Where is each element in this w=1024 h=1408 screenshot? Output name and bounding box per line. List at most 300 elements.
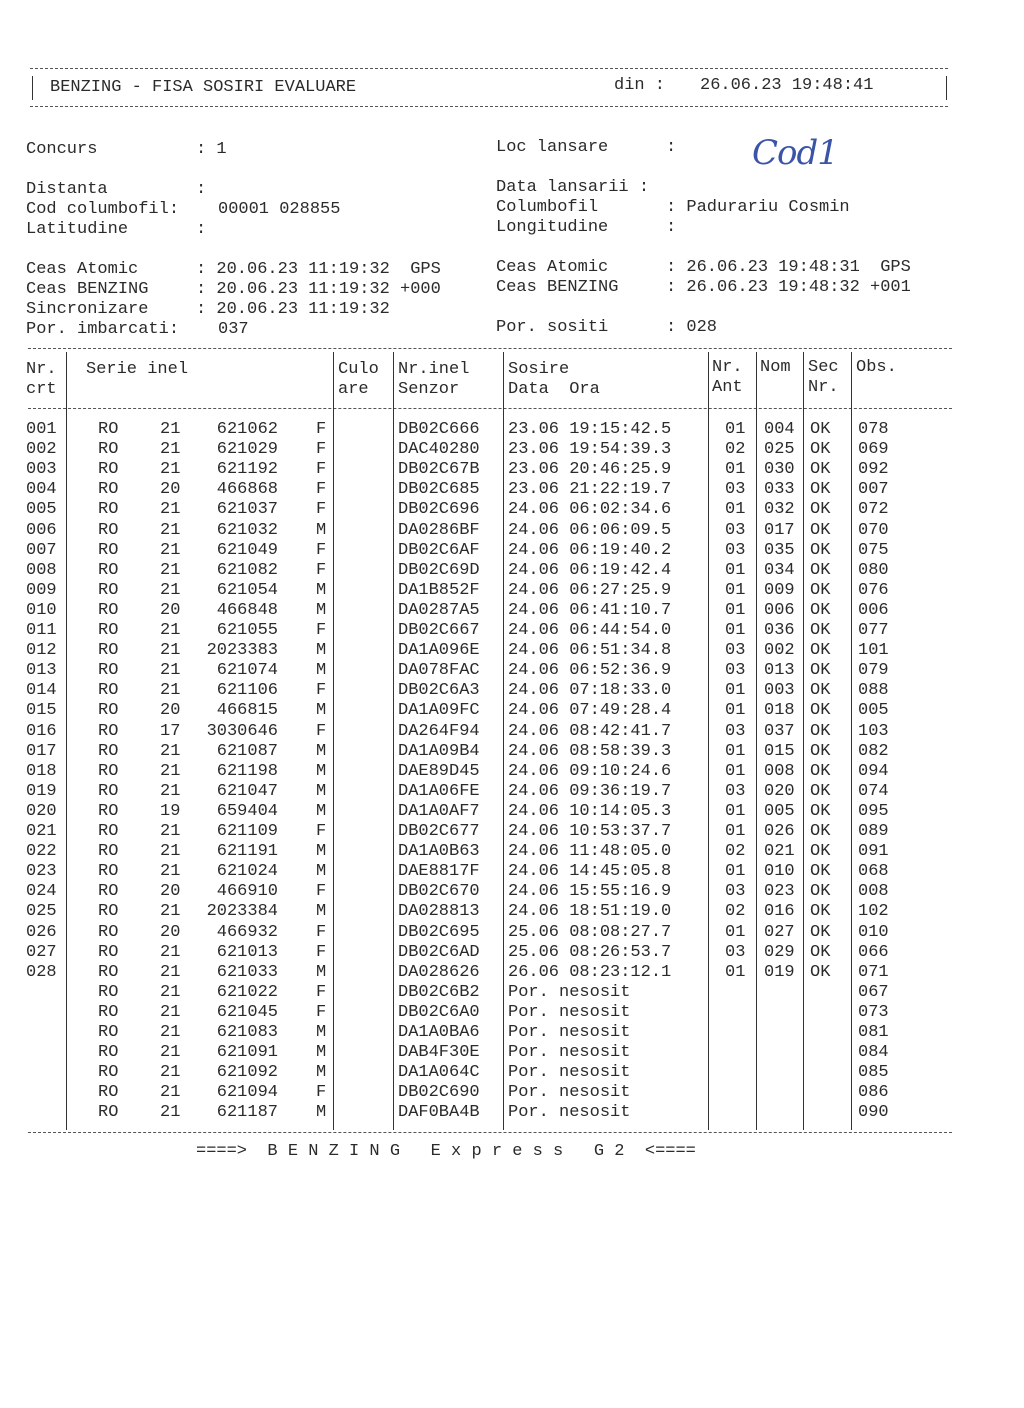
cell-sensor: DB02C69D [398,560,480,580]
cell-year: 21 [160,842,181,862]
cell-arrival: 24.06 14:45:05.8 [508,862,672,882]
cell-antenna: 01 [725,761,746,781]
cell-year: 21 [160,761,181,781]
cell-arrival: 26.06 08:23:12.1 [508,962,672,982]
din-label: din : [614,76,666,95]
cell-obs: 071 [858,962,889,982]
cell-year: 21 [160,520,181,540]
header-culo: Culo [338,360,379,379]
cell-nom: 037 [764,721,795,741]
cell-country: RO [98,641,119,661]
cell-year: 21 [160,1043,181,1063]
cell-nr-crt: 016 [26,721,57,741]
cell-arrival: 24.06 10:14:05.3 [508,801,672,821]
cell-arrival: 24.06 10:53:37.7 [508,822,672,841]
cell-arrival: 24.06 09:10:24.6 [508,761,672,781]
cell-year: 21 [160,862,181,882]
header-sec: Sec [808,358,839,377]
latitudine-label: Latitudine [26,220,129,239]
cell-sensor: DB02C6AD [398,942,480,962]
cell-year: 20 [160,882,181,902]
cell-ring-number: 621055 [216,621,278,640]
cell-sensor: DA028626 [398,962,480,982]
cell-country: RO [98,982,119,1002]
cell-antenna: 03 [725,480,746,500]
cell-arrival: 24.06 06:02:34.6 [508,500,672,520]
cell-year: 21 [160,661,181,681]
cell-nr-crt: 022 [26,842,57,862]
cell-year: 20 [160,600,181,620]
cell-nr-crt: 026 [26,922,57,942]
table-row [0,480,1024,500]
cell-obs: 101 [858,641,889,661]
cell-country: RO [98,1002,119,1022]
cell-sec: OK [810,701,831,721]
cell-arrival: 24.06 06:19:40.2 [508,540,672,560]
cell-ring-number: 621074 [216,661,278,681]
cell-obs: 010 [858,922,889,942]
cell-sec: OK [810,801,831,821]
cell-nom: 015 [764,741,795,761]
cell-antenna: 01 [725,560,746,580]
table-row [0,722,1024,742]
cell-obs: 066 [858,942,889,962]
header-sosire: Sosire [508,360,570,379]
cell-nom: 018 [764,701,795,721]
cell-country: RO [98,1103,119,1123]
cell-nom: 009 [764,580,795,600]
cell-nom: 026 [764,822,795,841]
cell-arrival: 24.06 09:36:19.7 [508,781,672,801]
cell-arrival: 24.06 18:51:19.0 [508,902,672,922]
footer-banner: ====> B E N Z I N G E x p r e s s G 2 <==== [196,1142,696,1161]
table-row [0,1063,1024,1083]
cell-arrival: 24.06 06:52:36.9 [508,661,672,681]
cell-arrival: Por. nesosit [508,1023,631,1042]
cell-nr-crt: 025 [26,902,57,922]
cell-country: RO [98,781,119,801]
cell-arrival: 23.06 19:54:39.3 [508,440,672,460]
cell-ring-number: 621082 [216,560,278,580]
cell-sec: OK [810,902,831,922]
cell-antenna: 01 [725,922,746,942]
cell-nom: 021 [764,842,795,862]
cell-year: 21 [160,621,181,640]
cell-nom: 034 [764,560,795,580]
cell-obs: 102 [858,902,889,922]
cell-obs: 076 [858,580,889,600]
cell-nom: 023 [764,882,795,902]
loc-lansare-label: Loc lansare [496,138,609,157]
cell-antenna: 01 [725,962,746,982]
cell-sex: M [316,1023,327,1042]
cell-sensor: DAF0BA4B [398,1103,480,1123]
cell-sensor: DA1A0B63 [398,842,480,862]
cell-arrival: 24.06 06:41:10.7 [508,600,672,620]
cell-sex: F [316,681,327,701]
cell-nr-crt: 021 [26,822,57,841]
cell-year: 20 [160,480,181,500]
cell-ring-number: 621191 [216,842,278,862]
cell-arrival: 24.06 06:44:54.0 [508,621,672,640]
header-left-border [32,76,33,100]
cell-nr-crt: 014 [26,681,57,701]
cell-ring-number: 659404 [216,801,278,821]
header-crt: crt [26,380,57,399]
cell-year: 21 [160,962,181,982]
cell-sex: M [316,862,327,882]
cell-country: RO [98,621,119,640]
cell-country: RO [98,440,119,460]
ceas-atomic-start-value: : 20.06.23 11:19:32 GPS [196,260,441,279]
cell-year: 17 [160,721,181,741]
cell-country: RO [98,1043,119,1063]
cell-sex: M [316,600,327,620]
ceas-benzing-start-label: Ceas BENZING [26,280,149,299]
cell-sec: OK [810,862,831,882]
table-row [0,1023,1024,1043]
cell-ring-number: 621106 [216,681,278,701]
cell-country: RO [98,862,119,882]
ceas-atomic-end-label: Ceas Atomic [496,258,609,277]
cell-nr-crt: 015 [26,701,57,721]
cell-ring-number: 621013 [216,942,278,962]
cell-nom: 032 [764,500,795,520]
cell-country: RO [98,580,119,600]
cell-sec: OK [810,460,831,480]
cell-nom: 027 [764,922,795,942]
cell-nr-crt: 002 [26,440,57,460]
cell-nr-crt: 023 [26,862,57,882]
table-row [0,440,1024,460]
header-nr: Nr. [26,360,57,379]
cell-ring-number: 3030646 [206,721,278,741]
cell-obs: 078 [858,420,889,439]
cell-country: RO [98,922,119,942]
cell-arrival: 24.06 06:27:25.9 [508,580,672,600]
cell-sec: OK [810,480,831,500]
cell-sex: F [316,621,327,640]
cell-country: RO [98,962,119,982]
cell-antenna: 03 [725,942,746,962]
cell-sensor: DA1A064C [398,1063,480,1083]
cell-sex: F [316,721,327,741]
por-sositi-label: Por. sositi [496,318,609,337]
cell-ring-number: 466868 [216,480,278,500]
cell-country: RO [98,1063,119,1083]
cell-sex: M [316,520,327,540]
cell-ring-number: 621187 [216,1103,278,1123]
header-top-border [30,68,948,69]
table-row [0,762,1024,782]
cell-sensor: DB02C695 [398,922,480,942]
cell-sensor: DB02C6B2 [398,982,480,1002]
cell-sensor: DA264F94 [398,721,480,741]
cell-sex: M [316,580,327,600]
cell-country: RO [98,801,119,821]
cell-sensor: DAB4F30E [398,1043,480,1063]
cell-obs: 092 [858,460,889,480]
cell-antenna: 01 [725,420,746,439]
cell-arrival: 23.06 20:46:25.9 [508,460,672,480]
table-row [0,661,1024,681]
cell-obs: 089 [858,822,889,841]
cell-sec: OK [810,621,831,640]
header-nr-ant: Nr. [712,358,743,377]
cell-sex: F [316,540,327,560]
cell-year: 21 [160,781,181,801]
header-are: are [338,380,369,399]
cell-arrival: 24.06 07:18:33.0 [508,681,672,701]
cell-year: 21 [160,540,181,560]
table-row [0,983,1024,1003]
cell-year: 21 [160,1063,181,1083]
cell-sec: OK [810,600,831,620]
header-ant: Ant [712,378,743,397]
cell-antenna: 01 [725,580,746,600]
cell-nom: 030 [764,460,795,480]
cell-sensor: DB02C667 [398,621,480,640]
cell-obs: 081 [858,1023,889,1042]
cell-country: RO [98,741,119,761]
cell-obs: 080 [858,560,889,580]
cell-sensor: DA0287A5 [398,600,480,620]
cell-country: RO [98,560,119,580]
cell-sensor: DB02C685 [398,480,480,500]
cell-sex: M [316,902,327,922]
cell-year: 21 [160,1023,181,1042]
header-nom: Nom [760,358,791,377]
header-senzor: Senzor [398,380,460,399]
cell-obs: 005 [858,701,889,721]
cell-sec: OK [810,520,831,540]
cell-country: RO [98,822,119,841]
cell-sex: F [316,922,327,942]
cell-sensor: DAE89D45 [398,761,480,781]
cell-nom: 013 [764,661,795,681]
longitudine-label: Longitudine [496,218,609,237]
cell-obs: 091 [858,842,889,862]
cell-ring-number: 621024 [216,862,278,882]
cell-nr-crt: 013 [26,661,57,681]
cell-year: 21 [160,741,181,761]
table-row [0,742,1024,762]
cell-country: RO [98,902,119,922]
cell-sensor: DB02C67B [398,460,480,480]
table-bottom-rule [28,1132,952,1133]
cell-year: 21 [160,580,181,600]
cell-sec: OK [810,922,831,942]
cell-sex: F [316,420,327,439]
cell-country: RO [98,761,119,781]
cell-antenna: 03 [725,882,746,902]
cell-nr-crt: 001 [26,420,57,439]
table-row [0,923,1024,943]
cell-sensor: DA1A0AF7 [398,801,480,821]
cell-antenna: 01 [725,460,746,480]
cell-ring-number: 466848 [216,600,278,620]
cell-ring-number: 621192 [216,460,278,480]
cell-sec: OK [810,560,831,580]
cell-arrival: 24.06 08:42:41.7 [508,721,672,741]
cell-year: 21 [160,460,181,480]
cell-antenna: 01 [725,741,746,761]
table-row [0,681,1024,701]
ceas-atomic-start-label: Ceas Atomic [26,260,139,279]
cell-arrival: 24.06 15:55:16.9 [508,882,672,902]
por-imbarcati-value: 037 [218,320,249,339]
cell-ring-number: 621049 [216,540,278,560]
table-row [0,1003,1024,1023]
cell-ring-number: 621094 [216,1083,278,1103]
table-row [0,902,1024,922]
cell-year: 21 [160,822,181,841]
table-row [0,541,1024,561]
cell-sec: OK [810,440,831,460]
cell-antenna: 03 [725,641,746,661]
header-right-border [946,76,947,100]
por-imbarcati-label: Por. imbarcati: [26,320,180,339]
cell-sec: OK [810,721,831,741]
cell-country: RO [98,721,119,741]
cell-sensor: DA078FAC [398,661,480,681]
table-row [0,782,1024,802]
cell-ring-number: 621029 [216,440,278,460]
cell-nr-crt: 027 [26,942,57,962]
cell-antenna: 01 [725,500,746,520]
data-lansarii-label: Data lansarii : [496,178,650,197]
cell-year: 21 [160,681,181,701]
cell-sensor: DA1B852F [398,580,480,600]
table-row [0,701,1024,721]
cell-arrival: Por. nesosit [508,1063,631,1083]
ceas-benzing-start-value: : 20.06.23 11:19:32 +000 [196,280,441,299]
cell-sex: M [316,962,327,982]
cell-sec: OK [810,882,831,902]
table-row [0,822,1024,842]
cell-ring-number: 621083 [216,1023,278,1042]
cell-obs: 069 [858,440,889,460]
cell-year: 19 [160,801,181,821]
columbofil-label: Columbofil [496,198,599,217]
table-row [0,460,1024,480]
cell-ring-number: 621037 [216,500,278,520]
table-row [0,1043,1024,1063]
ceas-benzing-end-label: Ceas BENZING [496,278,619,297]
cell-obs: 079 [858,661,889,681]
cell-obs: 103 [858,721,889,741]
cell-year: 21 [160,942,181,962]
cell-country: RO [98,842,119,862]
cell-sensor: DB02C670 [398,882,480,902]
cell-year: 21 [160,500,181,520]
cell-arrival: 23.06 21:22:19.7 [508,480,672,500]
cell-ring-number: 621032 [216,520,278,540]
cell-obs: 074 [858,781,889,801]
cell-nom: 020 [764,781,795,801]
cell-ring-number: 621033 [216,962,278,982]
cell-nr-crt: 019 [26,781,57,801]
cell-country: RO [98,1083,119,1103]
cell-sensor: DA1A09FC [398,701,480,721]
header-obs: Obs. [856,358,897,377]
cell-nr-crt: 020 [26,801,57,821]
cell-year: 20 [160,701,181,721]
cell-arrival: 24.06 06:19:42.4 [508,560,672,580]
cell-obs: 070 [858,520,889,540]
cell-sex: F [316,982,327,1002]
cell-country: RO [98,420,119,439]
cell-sec: OK [810,741,831,761]
cell-sex: M [316,701,327,721]
cell-ring-number: 621047 [216,781,278,801]
table-row [0,802,1024,822]
loc-lansare-sep: : [666,138,677,157]
cell-obs: 082 [858,741,889,761]
cell-arrival: 24.06 11:48:05.0 [508,842,672,862]
table-row [0,862,1024,882]
cell-arrival: Por. nesosit [508,1043,631,1063]
cell-antenna: 03 [725,540,746,560]
cell-sec: OK [810,540,831,560]
cell-antenna: 01 [725,681,746,701]
cell-antenna: 01 [725,801,746,821]
cell-obs: 006 [858,600,889,620]
cell-ring-number: 621091 [216,1043,278,1063]
cell-sex: F [316,440,327,460]
header-sec-nr: Nr. [808,378,839,397]
cell-sex: F [316,500,327,520]
cell-sensor: DA028813 [398,902,480,922]
cell-sec: OK [810,580,831,600]
cell-obs: 088 [858,681,889,701]
cell-nom: 033 [764,480,795,500]
print-datetime: 26.06.23 19:48:41 [700,76,874,95]
cell-nom: 005 [764,801,795,821]
cell-obs: 095 [858,801,889,821]
cell-ring-number: 621022 [216,982,278,1002]
table-row [0,561,1024,581]
cell-obs: 077 [858,621,889,640]
table-top-rule [28,348,952,349]
cell-year: 21 [160,641,181,661]
cell-sex: M [316,1103,327,1123]
table-row [0,1103,1024,1123]
cell-ring-number: 621092 [216,1063,278,1083]
cell-sec: OK [810,681,831,701]
cell-ring-number: 466815 [216,701,278,721]
cell-nr-crt: 011 [26,621,57,640]
cell-antenna: 01 [725,600,746,620]
cell-country: RO [98,942,119,962]
table-row [0,500,1024,520]
cell-nr-crt: 005 [26,500,57,520]
cell-sex: F [316,480,327,500]
cell-country: RO [98,500,119,520]
ceas-atomic-end-value: : 26.06.23 19:48:31 GPS [666,258,911,277]
cell-nr-crt: 004 [26,480,57,500]
cell-antenna: 01 [725,621,746,640]
cell-nom: 029 [764,942,795,962]
cell-sex: M [316,801,327,821]
cell-obs: 072 [858,500,889,520]
cell-arrival: Por. nesosit [508,1083,631,1103]
cell-sec: OK [810,942,831,962]
cell-sec: OK [810,420,831,439]
cell-sex: M [316,761,327,781]
cell-arrival: 23.06 19:15:42.5 [508,420,672,439]
cell-sensor: DA1A0BA6 [398,1023,480,1042]
